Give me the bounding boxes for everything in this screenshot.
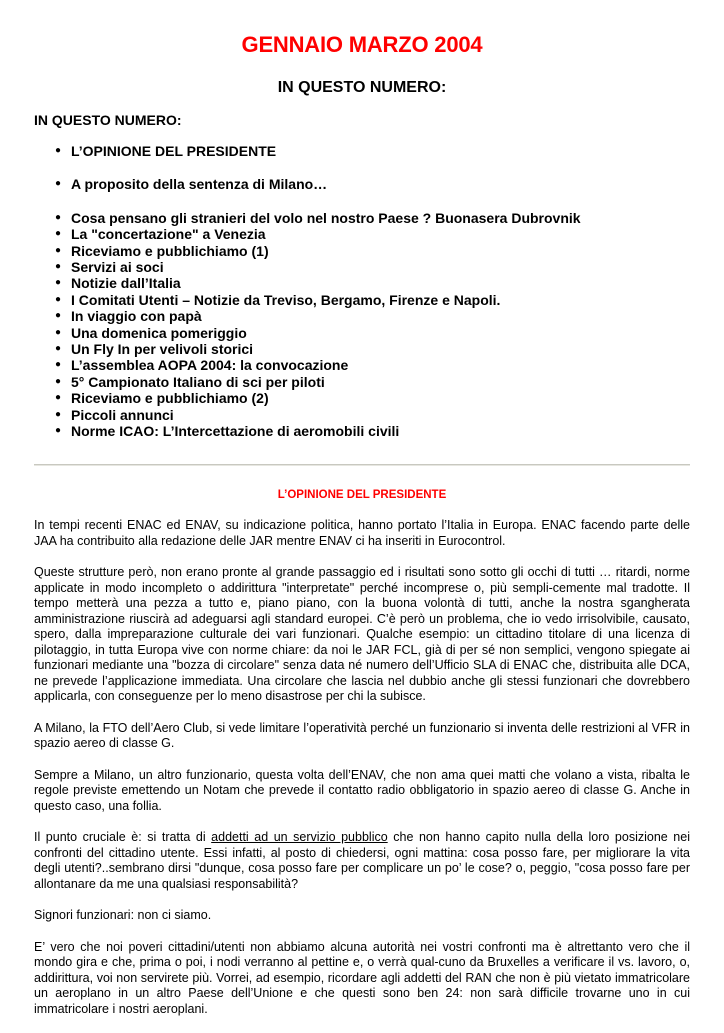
toc-item-label: Una domenica pomeriggio <box>71 324 247 341</box>
page-subtitle: IN QUESTO NUMERO: <box>277 79 447 96</box>
toc-heading: IN QUESTO NUMERO: <box>34 112 182 128</box>
paragraph-text: che non hanno capito nulla della loro posizione nei confronti del cittadino utente. Essi infatti, al posto di chiedersi, ogni mattina: cosa posso fare, per migliorare la vita degli utenti?..sembrano dirsi "dunque, cosa posso fare per complicare un po’ le cose? o, peggio, "cosa posso fare per allontanare da me una qualsiasi responsabilità? <box>34 830 690 891</box>
toc-item[interactable] <box>34 292 690 308</box>
bullet-icon: ● <box>55 293 62 305</box>
bullet-icon: ● <box>55 244 62 256</box>
toc-item[interactable] <box>34 390 690 406</box>
toc-item-label: In viaggio con papà <box>71 308 202 325</box>
toc-item[interactable] <box>34 210 690 226</box>
article-paragraph: Queste strutture però, non erano pronte al grande passaggio ed i risultati sono sotto gli occhi di tutti … ritardi, norme applicate in modo incompleto o addirittura "interpretate" perché incomprese o, più sempli-cemente mal tradotte. Il tempo metterà una pezza a tutto e, piano piano, con la buona volontà di tutti, anche la nostra sgangherata amministrazione riuscirà ad adeguarsi agli standard europei. C’è però un problema, che io vedo irrisolvibile, causato, spero, dalla impreparazione culturale dei vari funzionari. Qualche esempio: un cittadino titolare di una licenza di pilotaggio, in tutta Europa vive con norme chiare: da noi le JAR FCL, già di per sé non semplici, vengono spiegate ai funzionari mediante una "bozza di circolare" senza data né numero dell’Ufficio SLA di ENAC che, distribuita alle DCA, ne prevede l’applicazione immediata. Una circolare che lascia nel dubbio anche gli stessi funzionari che dovrebbero applicarla, con conseguenze per lo meno disastrose per chi la subisce. <box>34 565 690 703</box>
page-title: GENNAIO MARZO 2004 <box>241 32 483 57</box>
toc-item[interactable] <box>34 226 690 242</box>
toc-item-label: Un Fly In per velivoli storici <box>71 341 254 358</box>
bullet-icon: ● <box>55 310 62 322</box>
toc-item-label: Notizie dall’Italia <box>71 275 181 292</box>
toc-item[interactable] <box>34 357 690 373</box>
bullet-icon: ● <box>55 211 62 223</box>
paragraph-text: Il punto cruciale è: si tratta di <box>34 830 212 844</box>
bullet-icon: ● <box>55 228 62 240</box>
horizontal-divider <box>34 464 690 466</box>
toc-item[interactable] <box>34 407 690 423</box>
toc-item-label: Cosa pensano gli stranieri del volo nel nostro Paese ? Buonasera Dubrovnik <box>71 209 581 226</box>
bullet-icon: ● <box>55 343 62 355</box>
toc-item[interactable] <box>34 423 690 439</box>
toc-item-label: Riceviamo e pubblichiamo (1) <box>71 242 269 259</box>
toc-item[interactable] <box>34 259 690 275</box>
article-title: L’OPINIONE DEL PRESIDENTE <box>277 489 447 501</box>
article-paragraph: In tempi recenti ENAC ed ENAV, su indicazione politica, hanno portato l’Italia in Europa. ENAC facendo parte delle JAA ha contribuito alla redazione delle JAR mentre ENAV ci ha inseriti in Eurocontrol. <box>34 518 690 548</box>
toc-item[interactable] <box>34 143 690 159</box>
toc-item[interactable] <box>34 275 690 291</box>
toc-item-label: La "concertazione" a Venezia <box>71 226 266 243</box>
toc-item-label: Riceviamo e pubblichiamo (2) <box>71 390 269 407</box>
toc-item[interactable] <box>34 243 690 259</box>
bullet-icon: ● <box>55 392 62 404</box>
table-of-contents <box>34 143 690 440</box>
toc-item[interactable] <box>34 308 690 324</box>
article-paragraph: E’ vero che noi poveri cittadini/utenti non abbiamo alcuna autorità nei vostri confronti ma è altrettanto vero che il mondo gira e che, prima o poi, i nodi verranno al pettine e, o verrà qual-cuno da Bruxelles a verificare il vs. lavoro, o, addirittura, voi non servirete più. Vorrei, ad esempio, ricordare agli addetti del RAN che non è più vietato immatricolare un aeroplano in un altro Paese dell’Unione e che questi sono ben 24: non sarà difficile trovarne uno in cui immatricolare i nostri aeroplani. <box>34 939 690 1016</box>
toc-item-label: L’assemblea AOPA 2004: la convocazione <box>71 357 349 374</box>
toc-item[interactable] <box>34 341 690 357</box>
underlined-phrase: addetti ad un servizio pubblico <box>211 830 388 844</box>
bullet-icon: ● <box>55 178 62 190</box>
article-paragraph: Signori funzionari: non ci siamo. <box>34 908 212 922</box>
bullet-icon: ● <box>55 326 62 338</box>
bullet-icon: ● <box>55 359 62 371</box>
toc-item-label: Piccoli annunci <box>71 406 174 423</box>
bullet-icon: ● <box>55 145 62 156</box>
article-paragraph <box>34 830 690 892</box>
article-body <box>34 518 690 1033</box>
bullet-icon: ● <box>55 277 62 289</box>
toc-item[interactable] <box>34 374 690 390</box>
toc-item-label: A proposito della sentenza di Milano… <box>71 176 328 193</box>
toc-item[interactable] <box>34 176 690 192</box>
toc-item-label: Servizi ai soci <box>71 259 164 276</box>
bullet-icon: ● <box>55 408 62 420</box>
toc-item-label: 5° Campionato Italiano di sci per piloti <box>71 373 325 390</box>
article-paragraph: Sempre a Milano, un altro funzionario, questa volta dell’ENAV, che non ama quei matti che volano a vista, ribalta le regole previste emettendo un Notam che prevede il contatto radio obbligatorio in spazio aereo di classe G. Anche in questo caso, una follia. <box>34 767 690 813</box>
bullet-icon: ● <box>55 425 62 437</box>
toc-item[interactable] <box>34 325 690 341</box>
toc-item-label: L’OPINIONE DEL PRESIDENTE <box>71 143 277 159</box>
bullet-icon: ● <box>55 375 62 387</box>
article-paragraph: A Milano, la FTO dell’Aero Club, si vede limitare l’operatività perché un funzionario si inventa delle restrizioni al VFR in spazio aereo di classe G. <box>34 720 690 750</box>
toc-item-label: I Comitati Utenti – Notizie da Treviso, Bergamo, Firenze e Napoli. <box>71 291 501 308</box>
bullet-icon: ● <box>55 261 62 273</box>
toc-item-label: Norme ICAO: L’Intercettazione di aeromobili civili <box>71 423 400 440</box>
